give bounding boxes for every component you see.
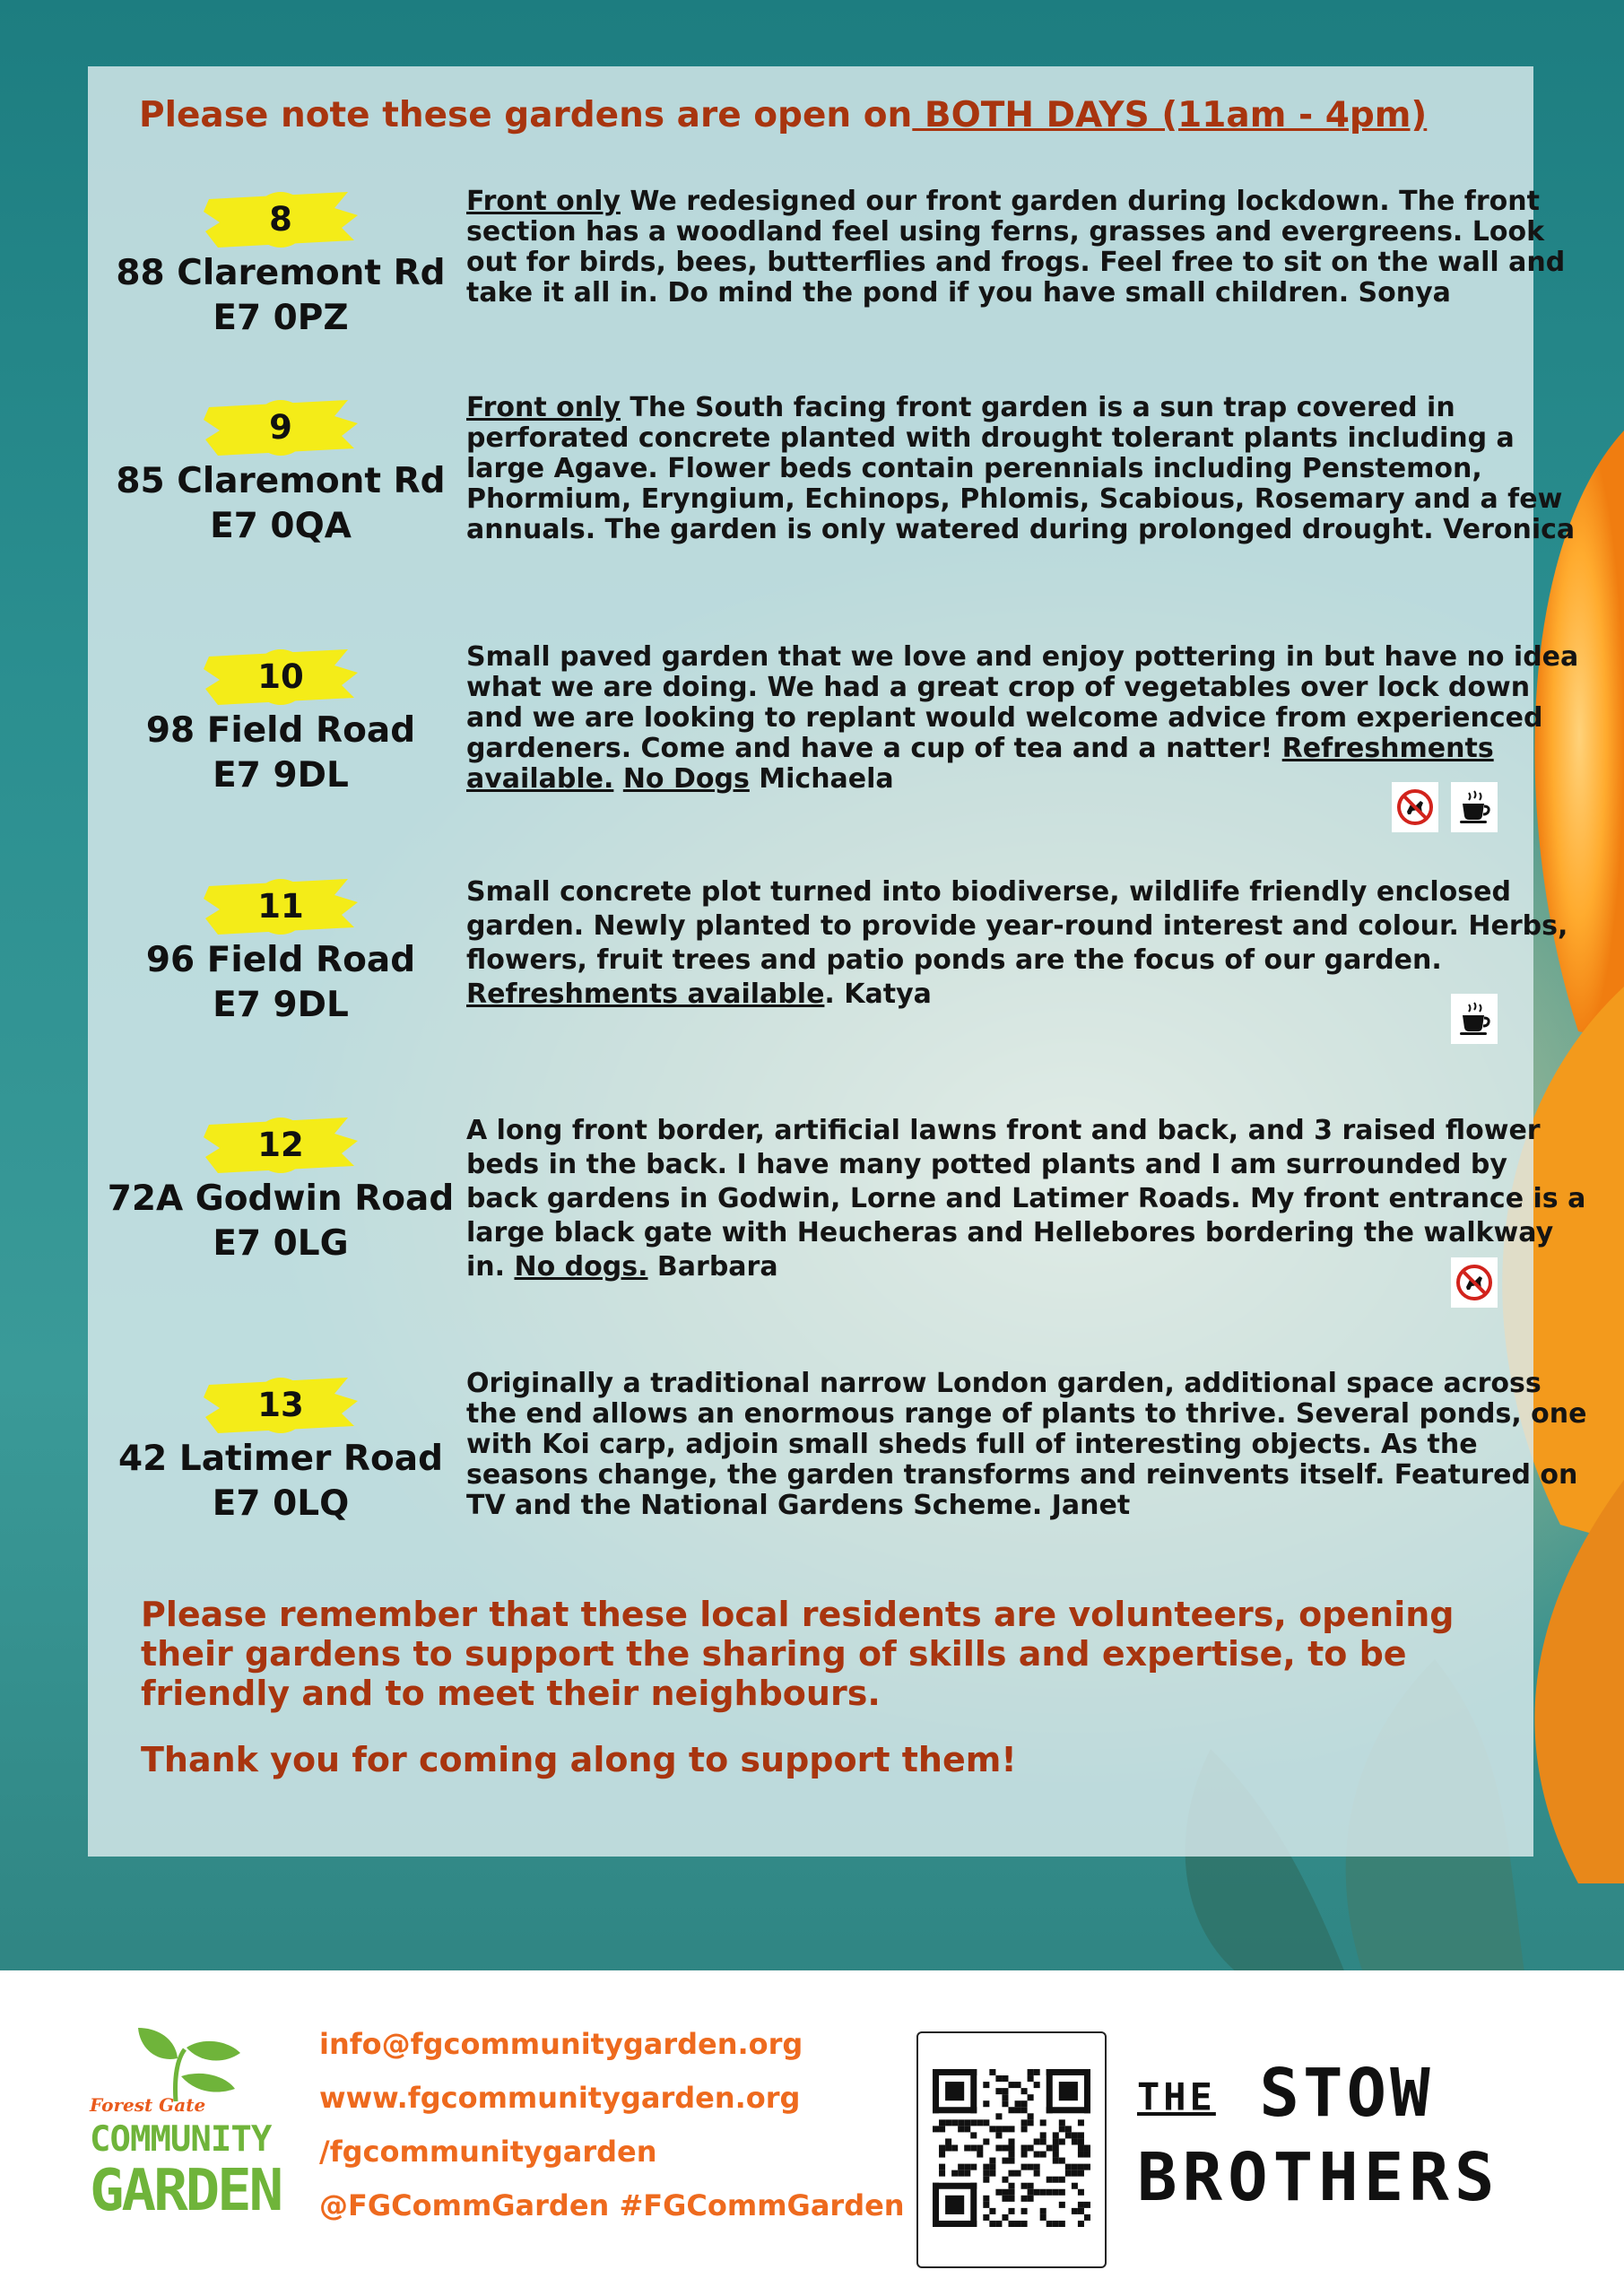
amenity-icons — [1451, 994, 1498, 1044]
address-line1: 98 Field Road — [145, 710, 416, 751]
footer — [0, 1970, 1624, 2296]
signature: Barbara — [647, 1251, 778, 1283]
community-garden-logo — [86, 2022, 301, 2247]
sponsor-brothers: BROTHERS — [1137, 2139, 1500, 2217]
signature: . Katya — [824, 978, 932, 1010]
no-dogs-note: No Dogs — [622, 763, 750, 795]
address-line2: E7 0QA — [210, 506, 352, 546]
email-link[interactable]: info@fgcommunitygarden.org — [319, 2027, 803, 2061]
address-line1: 96 Field Road — [145, 940, 416, 980]
garden-description — [466, 393, 1587, 545]
volunteers-message: Please remember that these local residents are volunteers, opening their gardens to support the sharing of skills and expertise, to be friendly and to meet their neighbours. — [141, 1595, 1455, 1713]
address-line1: 72A Godwin Road — [107, 1178, 455, 1219]
refreshments-note: Refreshments available. — [466, 733, 1494, 795]
address-line1: 42 Latimer Road — [118, 1439, 443, 1479]
garden-number: 11 — [253, 879, 308, 935]
website-link[interactable]: www.fgcommunitygarden.org — [319, 2081, 801, 2115]
address-line1: 85 Claremont Rd — [116, 461, 446, 501]
description-text: Small concrete plot turned into biodiverse, wildlife friendly enclosed garden. Newly planted to provide year-round interest and colour. Herbs, flowers, fruit trees and patio ponds are the focus of our garden. — [466, 876, 1568, 976]
garden-number-badge — [200, 1374, 361, 1437]
garden-number: 8 — [253, 192, 308, 248]
garden-location — [88, 646, 473, 798]
logo-forest-gate: Forest Gate — [90, 2094, 206, 2116]
front-only-tag: Front only — [466, 392, 621, 423]
garden-location — [88, 1114, 473, 1266]
garden-location — [88, 188, 473, 341]
contact-details — [319, 2026, 905, 2241]
amenity-icons — [1392, 782, 1498, 832]
garden-number: 12 — [253, 1118, 308, 1173]
address-line2: E7 0PZ — [213, 298, 349, 338]
no-dogs-note: No dogs. — [514, 1251, 648, 1283]
description-text: A long front border, artificial lawns front and back, and 3 raised flower beds in the back. I have many potted plants and I am surrounded by back gardens in Godwin, Lorne and Latimer Roads. My front entrance is a large black gate with Heucheras and Hellebores bordering the walkway in. — [466, 1115, 1586, 1283]
logo-garden: GARDEN — [90, 2158, 282, 2224]
sponsor-the: THE — [1137, 2074, 1216, 2119]
garden-location — [88, 396, 473, 549]
description-text: Originally a traditional narrow London garden, additional space across the end allows an enormous range of plants to thrive. Several ponds, one with Koi carp, adjoin small sheds full of interesting objects. As the seasons change, the garden transforms and reinvents itself. Featured on TV and the National Gardens Scheme. Janet — [466, 1368, 1587, 1521]
qr-code[interactable] — [916, 2031, 1107, 2268]
garden-number-badge — [200, 646, 361, 709]
facebook-handle[interactable]: /fgcommunitygarden — [319, 2135, 657, 2169]
note-prefix: Please note these gardens are open on — [139, 95, 913, 135]
refreshments-note: Refreshments available — [466, 978, 825, 1010]
garden-description — [466, 187, 1587, 309]
garden-description — [466, 1369, 1587, 1521]
front-only-tag: Front only — [466, 186, 621, 217]
description-text: We redesigned our front garden during lockdown. The front section has a woodland feel using ferns, grasses and evergreens. Look out for birds, bees, butterflies and frogs. Feel free to sit on the wall and take it all in. Do mind the pond if you have small children. Sonya — [466, 186, 1566, 309]
qr-code-icon — [933, 2069, 1090, 2227]
address-line2: E7 9DL — [213, 755, 349, 796]
garden-number-badge — [200, 396, 361, 459]
garden-number: 9 — [253, 400, 308, 456]
twitter-handle[interactable]: @FGCommGarden #FGCommGarden — [319, 2188, 905, 2222]
no-dogs-icon — [1451, 1257, 1498, 1308]
address-line2: E7 9DL — [213, 985, 349, 1025]
coffee-cup-icon — [1451, 994, 1498, 1044]
garden-location — [88, 875, 473, 1028]
garden-description — [466, 1114, 1587, 1284]
address-line2: E7 0LG — [213, 1223, 349, 1264]
stow-brothers-logo — [1137, 2053, 1499, 2218]
amenity-icons — [1451, 1257, 1498, 1308]
garden-number-badge — [200, 1114, 361, 1177]
garden-description — [466, 642, 1587, 795]
garden-number-badge — [200, 875, 361, 938]
address-line1: 88 Claremont Rd — [116, 253, 446, 293]
opening-days-note — [139, 95, 1427, 135]
description-text: Small paved garden that we love and enjoy pottering in but have no idea what we are doing. We had a great crop of vegetables over lock down and we are looking to replant would welcome advice from experienced gardeners. Come and have a cup of tea and a natter! — [466, 641, 1579, 764]
signature: Michaela — [749, 763, 894, 795]
logo-community: COMMUNITY — [90, 2119, 272, 2160]
address-line2: E7 0LQ — [212, 1483, 350, 1524]
no-dogs-icon — [1392, 782, 1438, 832]
garden-number: 13 — [253, 1378, 308, 1433]
note-days: BOTH DAYS (11am - 4pm) — [912, 95, 1428, 135]
garden-number-badge — [200, 188, 361, 251]
coffee-cup-icon — [1451, 782, 1498, 832]
leaf-icon — [122, 2022, 248, 2103]
description-text: The South facing front garden is a sun trap covered in perforated concrete planted with drought tolerant plants including a large Agave. Flower beds contain perennials including Penstemon, Phormium, Eryngium, Echinops, Phlomis, Scabious, Rosemary and a few annuals. The garden is only watered during prolonged drought. Veronica — [466, 392, 1576, 545]
thank-you-message: Thank you for coming along to support them! — [141, 1740, 1017, 1779]
sponsor-stow: STOW — [1259, 2055, 1434, 2132]
garden-description — [466, 875, 1587, 1012]
garden-location — [88, 1374, 473, 1526]
garden-number: 10 — [253, 649, 308, 705]
